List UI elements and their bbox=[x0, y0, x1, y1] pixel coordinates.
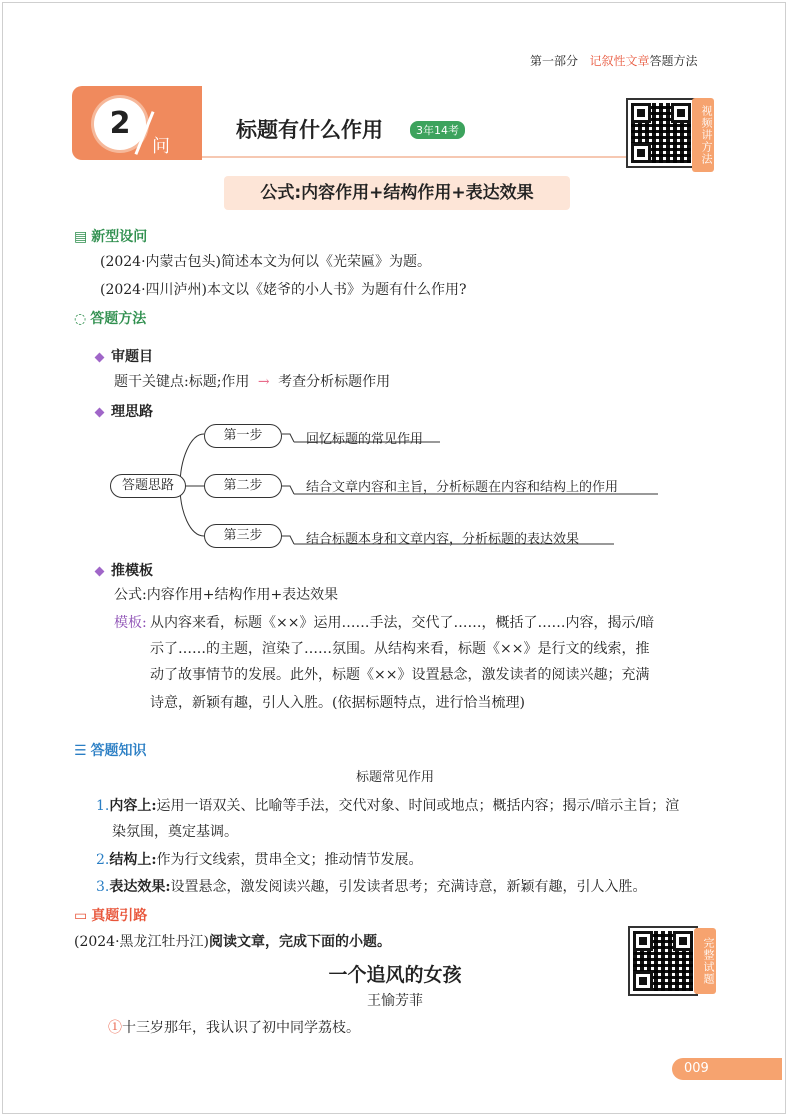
real-question-intro bbox=[74, 930, 391, 954]
new-question-item: (2024·四川泸州)本文以《姥爷的小人书》为题有什么作用? bbox=[100, 282, 467, 298]
qr-finder bbox=[631, 103, 651, 123]
section-knowledge bbox=[74, 740, 147, 760]
knowledge-item-3 bbox=[96, 875, 647, 899]
document-icon: ▤ bbox=[74, 229, 88, 245]
section-heading: 新型设问 bbox=[91, 229, 148, 245]
running-header bbox=[530, 52, 698, 69]
step-3-description: 结合标题本身和文章内容，分析标题的表达效果 bbox=[306, 532, 580, 547]
step-1-description: 回忆标题的常见作用 bbox=[306, 432, 424, 447]
formula-box: 公式:内容作用+结构作用+表达效果 bbox=[224, 176, 570, 210]
subhead-label: 推模板 bbox=[111, 563, 153, 579]
question-instruction: 阅读文章，完成下面的小题。 bbox=[209, 934, 392, 950]
video-method-tab[interactable]: 视频讲方法 bbox=[692, 98, 714, 172]
review-line bbox=[114, 370, 390, 394]
item-label: 表达效果: bbox=[109, 879, 171, 895]
list-icon: ☰ bbox=[74, 743, 87, 759]
article-title: 一个追风的女孩 bbox=[328, 964, 462, 986]
qr-finder bbox=[631, 143, 651, 163]
paragraph-number: ① bbox=[108, 1020, 122, 1036]
mindmap-step-2: 第二步 bbox=[204, 474, 282, 498]
article-author: 王愉芳菲 bbox=[367, 993, 423, 1009]
knowledge-item-2 bbox=[96, 848, 423, 872]
subhead-template bbox=[96, 560, 153, 580]
diamond-bullet-icon bbox=[95, 352, 105, 362]
connector-line bbox=[282, 536, 294, 544]
section-heading: 答题方法 bbox=[90, 311, 147, 327]
knowledge-item-1 bbox=[96, 794, 716, 818]
page-number: 009 bbox=[672, 1058, 782, 1080]
header-section-rest: 答题方法 bbox=[649, 54, 698, 68]
question-number: 2 bbox=[94, 98, 146, 150]
article-paragraph bbox=[108, 1016, 360, 1040]
subhead-label: 理思路 bbox=[111, 404, 153, 420]
header-section-accent: 记叙性文章 bbox=[589, 54, 650, 68]
arrow-icon: → bbox=[257, 374, 270, 390]
template-label: 模板: bbox=[114, 615, 147, 631]
diamond-bullet-icon bbox=[95, 566, 105, 576]
template-line: 示了……的主题，渲染了……氛围。从结构来看，标题《××》是行文的线索，推 bbox=[150, 641, 650, 657]
header-part: 第一部分 bbox=[530, 54, 579, 68]
mindmap-step-3: 第三步 bbox=[204, 524, 282, 548]
connector-line bbox=[282, 434, 294, 442]
review-conclusion: 考查分析标题作用 bbox=[278, 374, 391, 390]
exam-count-badge: 3年14考 bbox=[410, 121, 465, 139]
knowledge-subtitle: 标题常见作用 bbox=[355, 770, 434, 785]
template-line: 动了故事情节的发展。此外，标题《××》设置悬念，激发读者的阅读兴趣；充满 bbox=[150, 667, 650, 683]
item-number: 2. bbox=[96, 852, 110, 868]
section-new-questions bbox=[74, 226, 147, 246]
qr-finder bbox=[633, 931, 653, 951]
diamond-bullet-icon bbox=[95, 407, 105, 417]
qr-finder bbox=[673, 931, 693, 951]
template-line: 从内容来看，标题《××》运用……手法，交代了……，概括了……内容，揭示/暗 bbox=[150, 615, 655, 631]
item-number: 1. bbox=[96, 798, 110, 814]
item-text: 运用一语双关、比喻等手法，交代对象、时间或地点；概括内容；揭示/暗示主旨；渲 bbox=[156, 798, 680, 814]
item-label: 内容上: bbox=[109, 798, 157, 814]
qr-code-icon[interactable] bbox=[628, 100, 694, 166]
mindmap-root: 答题思路 bbox=[110, 474, 186, 498]
section-heading: 答题知识 bbox=[90, 743, 147, 759]
book-icon: ▭ bbox=[74, 908, 88, 924]
section-real-question bbox=[74, 905, 147, 925]
subhead-thinking bbox=[96, 401, 153, 421]
connector-line bbox=[282, 486, 294, 494]
item-label: 结构上: bbox=[109, 852, 157, 868]
paragraph-text: 十三岁那年，我认识了初中同学荔枝。 bbox=[122, 1020, 360, 1036]
question-source: (2024·黑龙江牡丹江) bbox=[74, 934, 210, 950]
mindmap-step-1: 第一步 bbox=[204, 424, 282, 448]
subhead-review bbox=[96, 346, 153, 366]
qr-finder bbox=[671, 103, 691, 123]
full-question-tab[interactable]: 完整试题 bbox=[694, 928, 716, 994]
new-question-item: (2024·内蒙古包头)简述本文为何以《光荣匾》为题。 bbox=[100, 254, 432, 270]
subhead-label: 审题目 bbox=[111, 349, 153, 365]
branch-line bbox=[180, 486, 204, 536]
question-word: 问 bbox=[152, 136, 170, 157]
speech-bubble-icon: ◌ bbox=[74, 311, 87, 327]
page-title: 标题有什么作用 bbox=[236, 118, 383, 142]
section-answer-method bbox=[74, 308, 146, 328]
section-heading: 真题引路 bbox=[91, 908, 148, 924]
item-text: 作为行文线索，贯串全文；推动情节发展。 bbox=[156, 852, 423, 868]
item-text: 设置悬念，激发阅读兴趣，引发读者思考；充满诗意，新颖有趣，引人入胜。 bbox=[170, 879, 647, 895]
template-formula: 公式:内容作用+结构作用+表达效果 bbox=[114, 587, 339, 603]
step-2-description: 结合文章内容和主旨，分析标题在内容和结构上的作用 bbox=[306, 480, 619, 495]
review-keywords: 题干关键点:标题;作用 bbox=[114, 374, 250, 390]
template-line: 诗意，新颖有趣，引人入胜。(依据标题特点，进行恰当梳理) bbox=[150, 695, 525, 711]
item-number: 3. bbox=[96, 879, 110, 895]
knowledge-item-1-cont: 染氛围，奠定基调。 bbox=[112, 824, 238, 840]
